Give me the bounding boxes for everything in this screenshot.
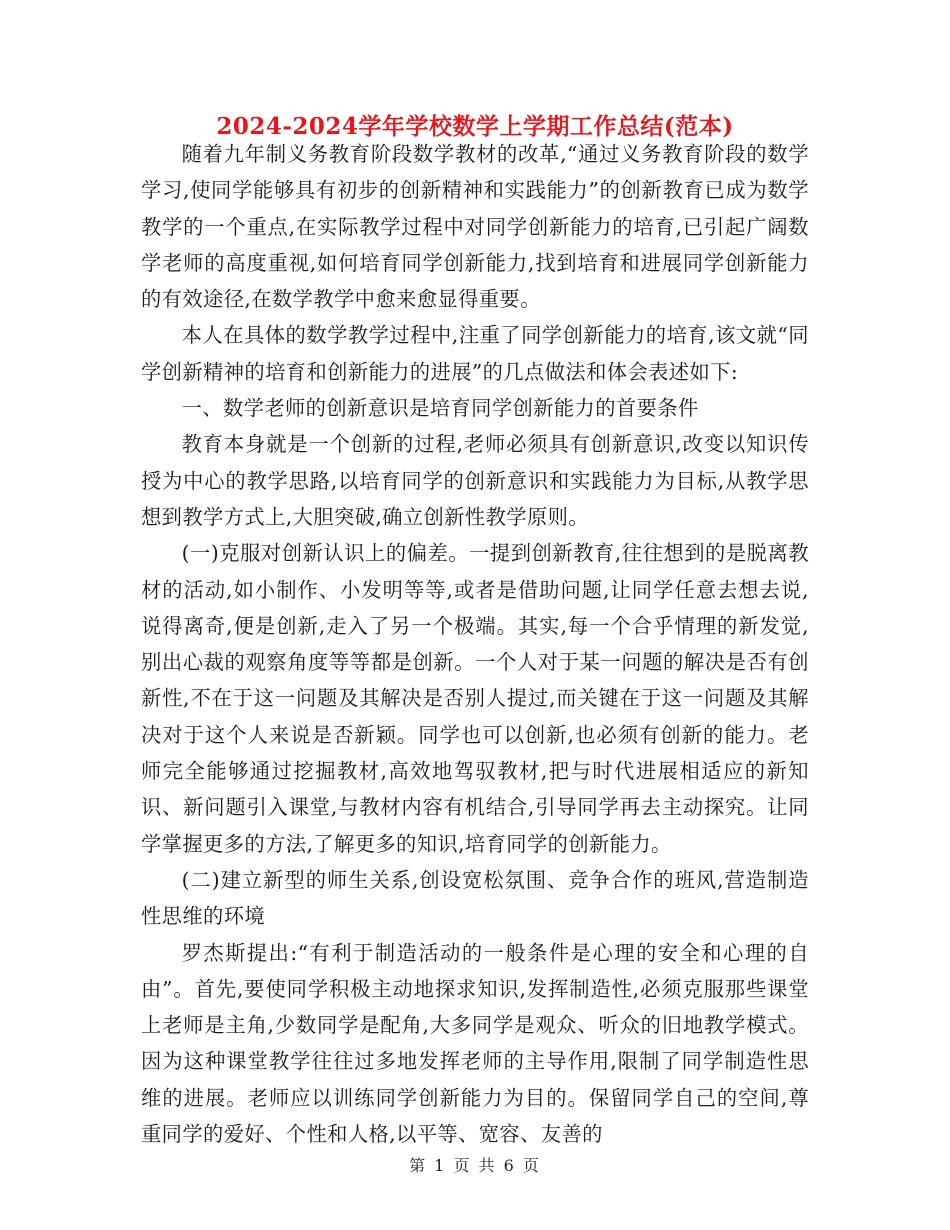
section-heading-1: 一、数学老师的创新意识是培育同学创新能力的首要条件 bbox=[181, 396, 699, 421]
paragraph-intro: 随着九年制义务教育阶段数学教材的改革,“通过义务教育阶段的数学学习,使同学能够具有初步的创新精神和实践能力”的创新教育已成为数学教学的一个重点,在实际教学过程中对同学创新能力的培育,已引起广阔数学老师的高度重视,如何培育同学创新能力,找到培育和进展同学创新能力的有效途径,在数学教学中愈来愈显得重要。 bbox=[141, 142, 809, 312]
page-number-footer: 第 1 页 共 6 页 bbox=[409, 1156, 541, 1175]
paragraph-subsection-2: 罗杰斯提出:“有利于制造活动的一般条件是心理的安全和心理的自由”。首先,要使同学积极主动地探求知识,发挥制造性,必须克服那些课堂上老师是主角,少数同学是配角,大多同学是观众、听众的旧地教学模式。因为这种课堂教学往往过多地发挥老师的主导作用,限制了同学制造性思维的进展。老师应以训练同学创新能力为目的。保留同学自己的空间,尊重同学的爱好、个性和人格,以平等、宽容、友善的 bbox=[141, 940, 809, 1147]
paragraph-overview: 本人在具体的数学教学过程中,注重了同学创新能力的培育,该文就“同学创新精神的培育和创新能力的进展”的几点做法和体会表述如下: bbox=[141, 323, 809, 384]
document-title: 2024-2024学年学校数学上学期工作总结(范本) bbox=[216, 113, 734, 140]
paragraph-section-1: 教育本身就是一个创新的过程,老师必须具有创新意识,改变以知识传授为中心的教学思路,以培育同学的创新意识和实践能力为目标,从教学思想到教学方式上,大胆突破,确立创新性教学原则。 bbox=[141, 432, 809, 529]
document-body bbox=[141, 136, 809, 1152]
paragraph-subsection-1: (一)克服对创新认识上的偏差。一提到创新教育,往往想到的是脱离教材的活动,如小制作、小发明等等,或者是借助问题,让同学任意去想去说,说得离奇,便是创新,走入了另一个极端。其实,每一个合乎情理的新发觉,别出心裁的观察角度等等都是创新。一个人对于某一问题的解决是否有创新性,不在于这一问题及其解决是否别人提过,而关键在于这一问题及其解决对于这个人来说是否新颖。同学也可以创新,也必须有创新的能力。老师完全能够通过挖掘教材,高效地驾驭教材,把与时代进展相适应的新知识、新问题引入课堂,与教材内容有机结合,引导同学再去主动探究。让同学掌握更多的方法,了解更多的知识,培育同学的创新能力。 bbox=[141, 541, 809, 856]
subsection-heading-2: (二)建立新型的师生关系,创设宽松氛围、竞争合作的班风,营造制造性思维的环境 bbox=[141, 867, 809, 929]
